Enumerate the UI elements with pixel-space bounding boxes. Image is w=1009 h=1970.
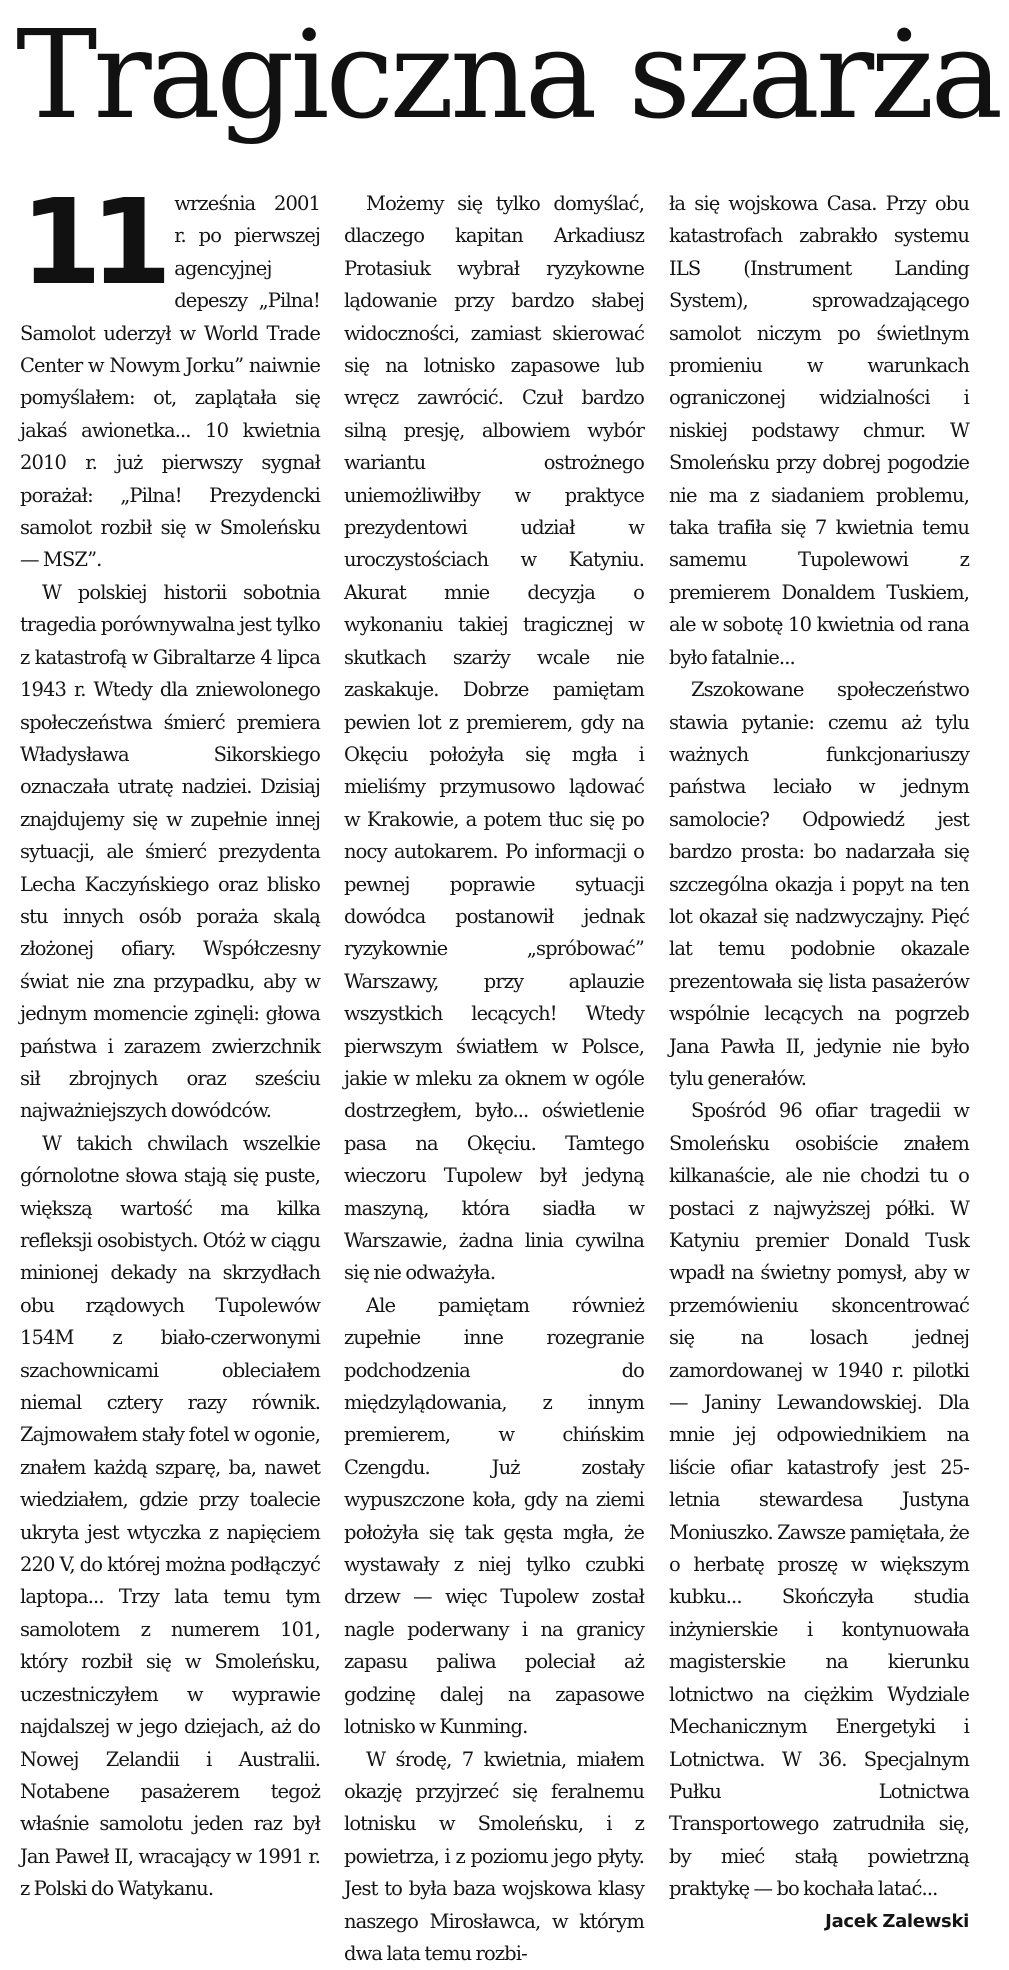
column-2 — [344, 188, 644, 1688]
paragraph-3: W takich chwilach wszelkie górnolotne słowa stają się puste, większą wartość ma kilka refleksji osobistych. Otóż w ciągu minionej dekady na skrzydłach obu rządowych Tupolewów 154M z biało-czerwonymi szachownicami obleciałem niemal cztery razy równik. Zajmowałem stały fotel w ogonie, znałem każdą szparę, ba, nawet wiedziałem, gdzie przy toalecie ukryta jest wtyczka z napięciem 220 V, do której można podłączyć laptopa... Trzy lata temu tym samolotem z numerem 101, który rozbił się w Smoleńsku, uczestniczyłem w wyprawie najdalszej w jego dziejach, aż do Nowej Zelandii i Australii. Notabene pasażerem tegoż właśnie samolotu jeden raz był Jan Paweł II, wracający w 1991 r. z Polski do Watykanu. — [20, 1128, 320, 1906]
headline: Tragiczna szarża — [16, 0, 996, 150]
paragraph-1-text: września 2001 r. po pierwszej agencyjnej depeszy „Pilna! Samolot uderzył w World Trade Center w Nowym Jorku” naiwnie pomyślałem: ot, zaplątała się jakaś awionetka... 10 kwietnia 2010 r. już pierwszy sygnał porażał: „Pilna! Prezydencki samolot rozbił się w Smoleńsku — MSZ”. — [20, 192, 320, 571]
paragraph-7: Zszokowane społeczeństwo stawia pytanie: czemu aż tylu ważnych funkcjonariuszy państwa leciało w jednym samolocie? Odpowiedź jest bardzo prosta: bo nadarzała się szczególna okazja i popyt na ten lot okazał się nadzwyczajny. Pięć lat temu podobnie okazale prezentowała się lista pasażerów wspólnie lecących na pogrzeb Jana Pawła II, jedynie nie było tylu generałów. — [669, 674, 969, 1095]
paragraph-4: Możemy się tylko domyślać, dlaczego kapitan Arkadiusz Protasiuk wybrał ryzykowne lądowanie przy bardzo słabej widoczności, zamiast skierować się na lotnisko zapasowe lub wręcz zawrócić. Czuł bardzo silną presję, albowiem wybór wariantu ostrożnego uniemożliwiłby w praktyce prezydentowi udział w uroczystościach w Katyniu. Akurat mnie decyzja o wykonaniu takiej tragicznej w skutkach szarży wcale nie zaskakuje. Dobrze pamiętam pewien lot z premierem, gdy na Okęciu położyła się mgła i mieliśmy przymusowo lądować w Krakowie, a potem tłuc się po nocy autokarem. Po informacji o pewnej poprawie sytuacji dowódca postanowił jednak ryzykownie „spróbować” Warszawy, przy aplauzie wszystkich lecących! Wtedy pierwszym światłem w Polsce, jakie w mleku za oknem w ogóle dostrzegłem, było... oświetlenie pasa na Okęciu. Tamtego wieczoru Tupolew był jedyną maszyną, która siadła w Warszawie, żadna linia cywilna się nie odważyła. — [344, 188, 644, 1290]
paragraph-2: W polskiej historii sobotnia tragedia porównywalna jest tylko z katastrofą w Gibraltarze 4 lipca 1943 r. Wtedy dla zniewolonego społeczeństwa śmierć premiera Władysława Sikorskiego oznaczała utratę nadziei. Dzisiaj znajdujemy się w zupełnie innej sytuacji, ale śmierć prezydenta Lecha Kaczyńskiego oraz blisko stu innych osób poraża skalą złożonej ofiary. Współczesny świat nie zna przypadku, aby w jednym momencie zginęli: głowa państwa i zarazem zwierzchnik sił zbrojnych oraz sześciu najważniejszych dowódców. — [20, 577, 320, 1128]
column-3 — [669, 188, 969, 1688]
paragraph-5: Ale pamiętam również zupełnie inne rozegranie podchodzenia do międzylądowania, z innym premierem, w chińskim Czengdu. Już zostały wypuszczone koła, gdy na ziemi położyła się tak gęsta mgła, że wystawały z niej tylko czubki drzew — więc Tupolew został nagle poderwany i na granicy zapasu paliwa poleciał aż godzinę dalej na zapasowe lotnisko w Kunming. — [344, 1290, 644, 1744]
drop-cap: 11 — [20, 194, 160, 294]
paragraph-8: Spośród 96 ofiar tragedii w Smoleńsku osobiście znałem kilkanaście, ale nie chodzi tu o postaci z najwyższej półki. W Katyniu premier Donald Tusk wpadł na świetny pomysł, aby w przemówieniu skoncentrować się na losach jednej zamordowanej w 1940 r. pilotki — Janiny Lewandowskiej. Dla mnie jej odpowiednikiem na liście ofiar katastrofy jest 25-letnia stewardesa Justyna Moniuszko. Zawsze pamiętała, że o herbatę proszę w większym kubku... Skończyła studia inżynierskie i kontynuowała magisterskie na kierunku lotnictwo na ciężkim Wydziale Mechanicznym Energetyki i Lotnictwa. W 36. Specjalnym Pułku Lotnictwa Transportowego zatrudniła się, by mieć stałą powietrzną praktykę — bo kochała latać... — [669, 1095, 969, 1905]
paragraph-6: W środę, 7 kwietnia, miałem okazję przyjrzeć się feralnemu lotnisku w Smoleńsku, i z powietrza, i z poziomu jego płyty. Jest to była baza wojskowa klasy naszego Mirosławca, w którym dwa lata temu rozbi- — [344, 1744, 644, 1970]
paragraph-1 — [20, 188, 320, 577]
author-signature: Jacek Zalewski — [669, 1906, 969, 1938]
column-1 — [20, 188, 320, 1688]
paragraph-6-continued: ła się wojskowa Casa. Przy obu katastrofach zabrakło systemu ILS (Instrument Landing System), sprowadzającego samolot niczym po świetlnym promieniu w warunkach ograniczonej widzialności i niskiej podstawy chmur. W Smoleńsku przy dobrej pogodzie nie ma z siadaniem problemu, taka trafiła się 7 kwietnia temu samemu Tupolewowi z premierem Donaldem Tuskiem, ale w sobotę 10 kwietnia od rana było fatalnie... — [669, 188, 969, 674]
